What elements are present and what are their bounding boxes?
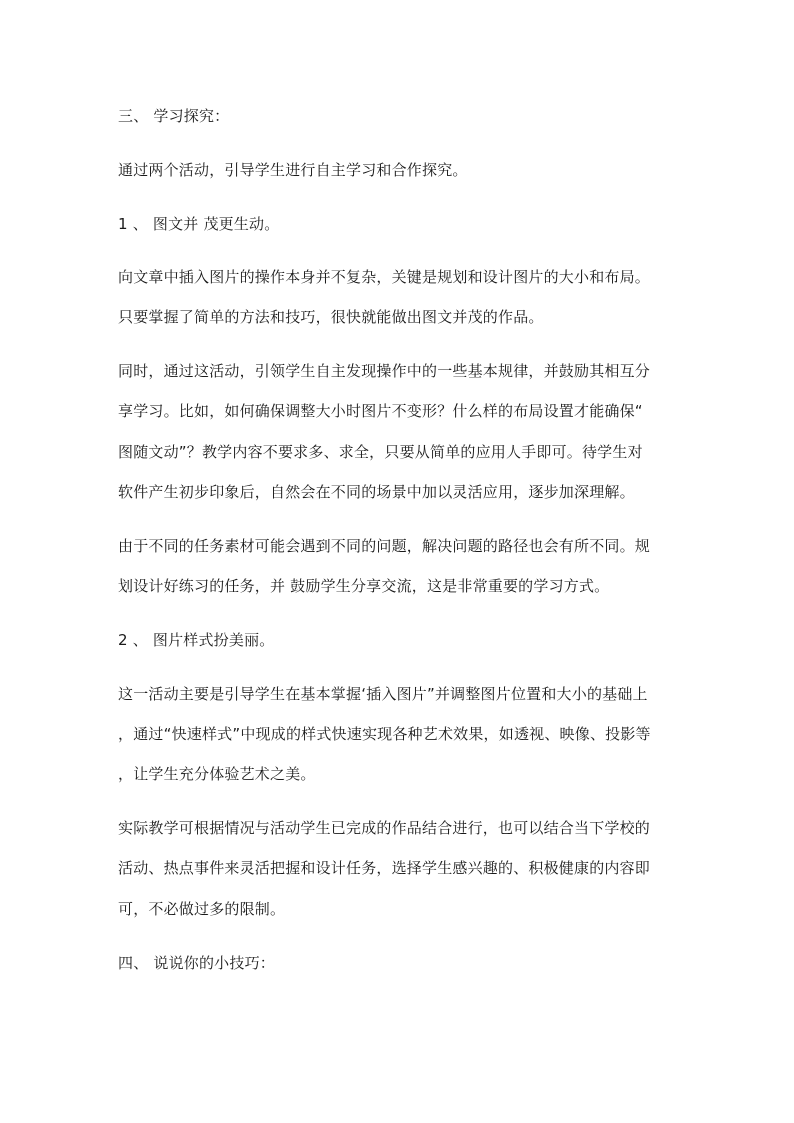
paragraph-4-line-2: ，通过“快速样式”中现成的样式快速实现各种艺术效果，如透视、映像、投影等 (118, 725, 651, 743)
paragraph-4-line-3: ，让学生充分体验艺术之美。 (118, 765, 316, 783)
paragraph-1-line-1: 向文章中插入图片的操作本身并不复杂，关键是规划和设计图片的大小和布局。 (118, 268, 651, 286)
paragraph-2-line-1: 同时，通过这活动，引领学生自主发现操作中的一些基本规律，并鼓励其相互分 (118, 362, 651, 380)
paragraph-1-line-2: 只要掌握了简单的方法和技巧，很快就能做出图文并茂的作品。 (118, 308, 544, 326)
paragraph-3-line-1: 由于不同的任务素材可能会遇到不同的问题，解决问题的路径也会有所不同。规 (118, 537, 651, 555)
activity-1-title: 1 、 图文并 茂更生动。 (118, 215, 280, 233)
activity-2-title: 2 、 图片样式扮美丽。 (118, 631, 275, 649)
paragraph-3-line-2: 划设计好练习的任务，并 鼓励学生分享交流，这是非常重要的学习方式。 (118, 577, 610, 595)
paragraph-4-line-1: 这一活动主要是引导学生在基本掌握‘插入图片”并调整图片位置和大小的基础上 (118, 685, 648, 703)
paragraph-2-line-3: 图随文动”？教学内容不要求多、求全，只要从简单的应用人手即可。待学生对 (118, 443, 643, 461)
section-heading-4: 四、 说说你的小技巧： (118, 954, 275, 972)
intro-paragraph: 通过两个活动，引导学生进行自主学习和合作探究。 (118, 161, 468, 179)
paragraph-5-line-2: 活动、热点事件来灵活把握和设计任务，选择学生感兴趣的、积极健康的内容即 (118, 859, 651, 877)
paragraph-2-line-4: 软件产生初步印象后，自然会在不同的场景中加以灵活应用，逐步加深理解。 (118, 483, 635, 501)
paragraph-2-line-2: 享学习。比如，如何确保调整大小时图片不变形？什么样的布局设置才能确保“ (118, 402, 643, 420)
section-heading-3: 三、 学习探究： (118, 107, 230, 125)
paragraph-5-line-1: 实际教学可根据情况与活动学生已完成的作品结合进行，也可以结合当下学校的 (118, 819, 651, 837)
paragraph-5-line-3: 可，不必做过多的限制。 (118, 900, 286, 918)
